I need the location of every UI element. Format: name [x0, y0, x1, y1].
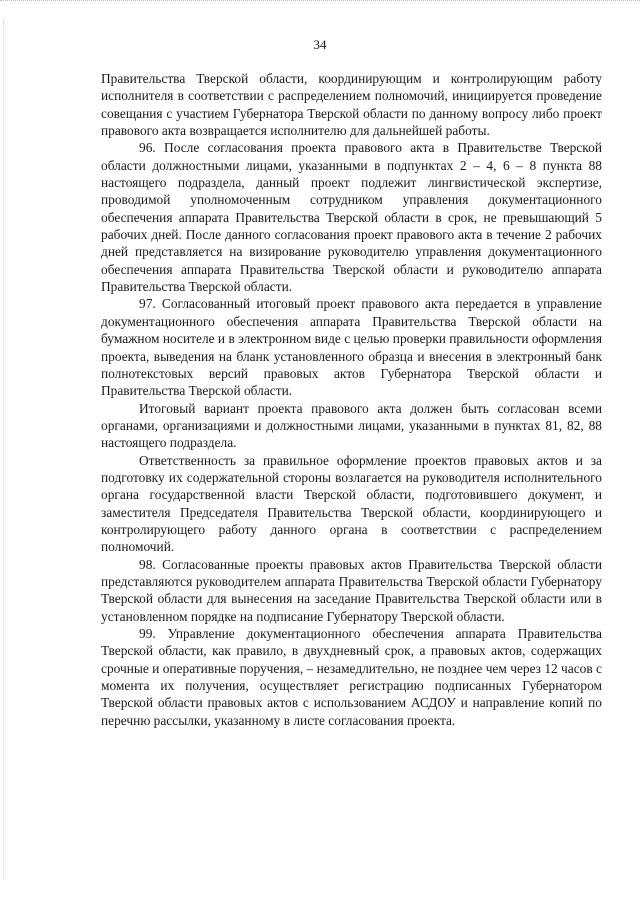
paragraph-97: 97. Согласованный итоговый проект правового акта передается в управление документационного обеспечения аппарата Правительства Тверской области на бумажном носителе и в электронном виде с целью проверки правильности оформления проекта, выведения на бланк установленного образца и внесения в электронный банк полнотекстовых версий правовых актов Губернатора Тверской области и Правительства Тверской области.: [101, 296, 602, 399]
paragraph-final-version: Итоговый вариант проекта правового акта должен быть согласован всеми органами, организациями и должностными лицами, указанными в пунктах 81, 82, 88 настоящего подраздела.: [101, 400, 602, 451]
paragraph-responsibility: Ответственность за правильное оформление проектов правовых актов и за подготовку их содержательной стороны возлагается на руководителя исполнительного органа государственной власти Тверской области, подготовившего документ, и заместителя Председателя Правительства Тверской области, координирующего и контролирующего работу данного органа в соответствии с распределением полномочий.: [101, 452, 602, 555]
paragraph-99: 99. Управление документационного обеспечения аппарата Правительства Тверской области, как правило, в двухдневный срок, а правовых актов, содержащих срочные и оперативные поручения, – незамедлительно, не позднее чем через 12 часов с момента их получения, осуществляет регистрацию подписанных Губернатором Тверской области правовых актов с использованием АСДОУ и направление копий по перечню рассылки, указанному в листе согласования проекта.: [101, 626, 602, 728]
scan-edge-left: [3, 20, 5, 880]
paragraph-96: 96. После согласования проекта правового акта в Правительстве Тверской области должностными лицами, указанными в подпунктах 2 – 4, 6 – 8 пункта 88 настоящего подраздела, данный проект подлежит лингвистической экспертизе, проводимой уполномоченным сотрудником управления документационного обеспечения аппарата Правительства Тверской области в срок, не превышающий 5 рабочих дней. После данного согласования проект правового акта в течение 2 рабочих дней представляется на визирование руководителю управления документационного обеспечения аппарата Правительства Тверской области и руководителю аппарата Правительства Тверской области.: [101, 140, 602, 295]
paragraph-continuation: Правительства Тверской области, координирующим и контролирующим работу исполнителя в соответствии с распределением полномочий, инициируется проведение совещания с участием Губернатора Тверской области по данному вопросу либо проект правового акта возвращается исполнителю для дальнейшей работы.: [101, 71, 602, 139]
page-number: 34: [313, 37, 327, 52]
scan-edge-top: [0, 0, 640, 5]
document-body: [101, 70, 602, 729]
paragraph-98: 98. Согласованные проекты правовых актов Правительства Тверской области представляются руководителем аппарата Правительства Тверской области Губернатору Тверской области для вынесения на заседание Правительства Тверской области или в установленном порядке на подписание Губернатору Тверской области.: [101, 556, 602, 624]
